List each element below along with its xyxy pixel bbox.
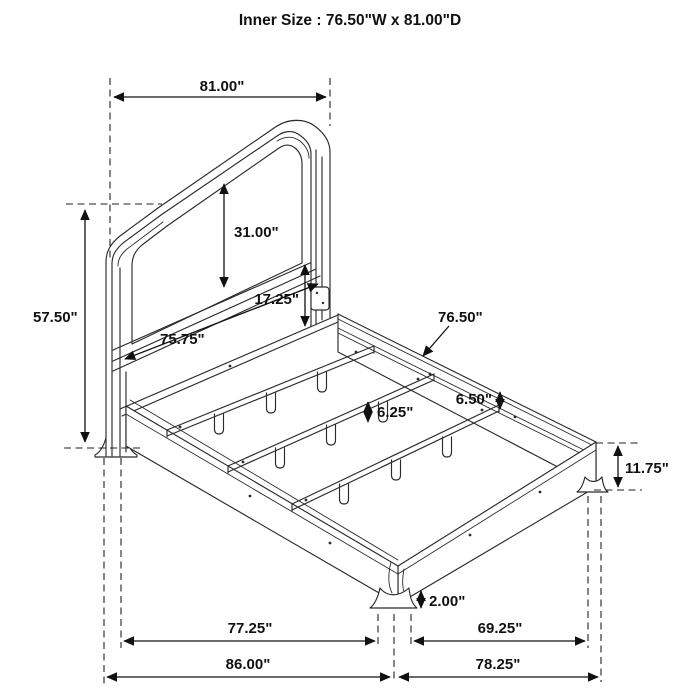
foot-rail-molding xyxy=(398,450,596,574)
slat-1-leg xyxy=(215,414,224,434)
left-side-rail-top-far-edge xyxy=(130,400,398,560)
slat-2 xyxy=(228,374,434,473)
dim-label-inner-rail-span: 75.75" xyxy=(160,331,205,348)
slat-3-leg xyxy=(392,460,401,480)
dim-label-panel-height: 31.00" xyxy=(234,224,279,241)
slat-1 xyxy=(167,346,374,437)
headboard-trim-line-2 xyxy=(113,269,316,361)
dim-label-side-rail-height: 11.75" xyxy=(625,460,669,477)
foot-rail-face xyxy=(398,442,596,604)
rail-bracket xyxy=(311,287,329,310)
bracket-screw-dot xyxy=(322,302,324,304)
dim-label-slat-length: 76.50" xyxy=(438,309,483,326)
headboard xyxy=(95,120,330,457)
head-rail-top-edge xyxy=(120,315,338,409)
dim-label-overall-width: 78.25" xyxy=(475,656,521,673)
slat-2-leg xyxy=(276,448,285,468)
head-rail-inner-edge xyxy=(122,322,338,416)
dim-label-inner-width: 69.25" xyxy=(477,620,523,637)
dim-label-slat-leg-height: 6.25" xyxy=(377,404,414,421)
dim-label-headboard-width: 81.00" xyxy=(199,78,245,95)
slat-3-leg xyxy=(443,437,452,457)
headboard-corner-molding-left xyxy=(118,222,163,266)
dim-label-rail-ledge-depth: 6.50" xyxy=(455,391,492,408)
diagram-title: Inner Size : 76.50"W x 81.00"D xyxy=(238,12,462,29)
bracket-screw-dot xyxy=(316,292,318,294)
right-side-rail-molding xyxy=(338,319,596,447)
leader-arrow-7650 xyxy=(423,326,449,356)
dim-label-headboard-height: 57.50" xyxy=(33,309,78,326)
dim-label-overall-length: 86.00" xyxy=(225,656,271,673)
headboard-corner-molding-right xyxy=(277,137,309,158)
slat-1-leg xyxy=(267,393,276,413)
dimension-arrows xyxy=(85,97,618,677)
extension-lines xyxy=(64,78,642,684)
dim-label-rail-to-panel-gap: 17.25" xyxy=(254,291,299,308)
bed-frame xyxy=(120,314,596,604)
dim-label-foot-pad-height: 2.00" xyxy=(429,593,466,610)
left-side-rail-molding xyxy=(126,414,398,574)
dim-label-inner-length: 77.25" xyxy=(227,620,273,637)
